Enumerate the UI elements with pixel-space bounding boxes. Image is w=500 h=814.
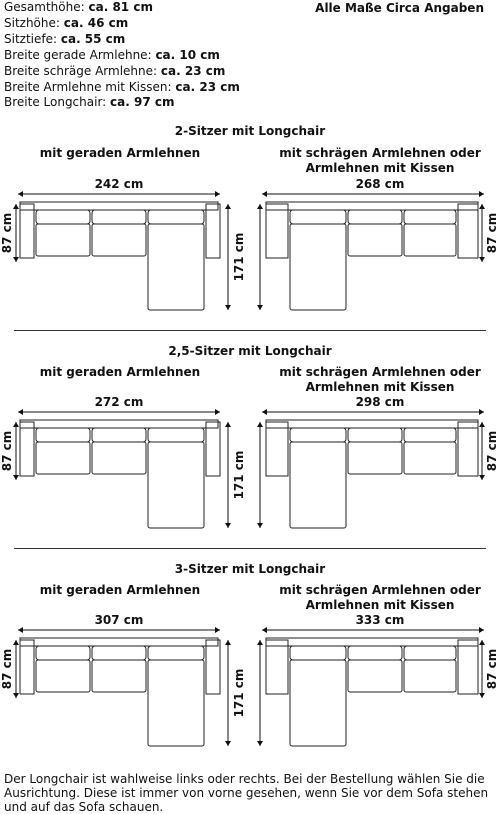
depth-arrow-bottom <box>13 475 19 480</box>
depth-dimension-label: 87 cm <box>0 648 14 690</box>
seat <box>404 442 456 474</box>
back-cushion <box>36 646 90 660</box>
armrest-left <box>266 640 288 694</box>
depth-arrow-bottom <box>13 693 19 698</box>
back-cushion <box>36 428 90 442</box>
spec-value: ca. 55 cm <box>60 31 126 46</box>
seat <box>92 224 146 256</box>
back-cushion <box>290 428 346 442</box>
depth-arrow-top <box>479 640 485 645</box>
armrest-right <box>206 204 220 258</box>
spec-label: Breite Longchair: <box>4 95 107 110</box>
depth-arrow-top <box>13 422 19 427</box>
width-arrow-left <box>18 627 23 633</box>
depth-dimension-label: 87 cm <box>485 648 499 690</box>
armrest-right <box>206 640 220 694</box>
subtitle-straight-armrests: mit geraden Armlehnen <box>39 146 201 160</box>
longchair-arrow-bottom <box>225 523 231 528</box>
spec-seat-height <box>4 16 240 32</box>
spec-label: Breite Armlehne mit Kissen: <box>4 79 172 94</box>
width-dimension-label: 333 cm <box>355 613 405 627</box>
longchair-arrow-top <box>225 204 231 209</box>
seat <box>404 660 456 692</box>
sofa-backrest <box>266 638 478 646</box>
seat <box>348 224 402 256</box>
longchair-seat <box>290 224 346 310</box>
sofa-backrest <box>20 202 218 210</box>
subtitle-sloped-armrests: mit schrägen Armlehnen oder Armlehnen mit Kissen <box>279 146 481 175</box>
sofa-backrest <box>20 638 218 646</box>
spec-label: Sitzhöhe: <box>4 15 60 30</box>
spec-seat-depth <box>4 32 240 48</box>
back-cushion <box>36 210 90 224</box>
depth-arrow-top <box>479 204 485 209</box>
depth-arrow-bottom <box>479 693 485 698</box>
longchair-seat <box>290 442 346 528</box>
seat <box>36 224 90 256</box>
longchair-seat <box>148 442 204 528</box>
width-arrow-left <box>18 409 23 415</box>
armrest-left <box>20 640 34 694</box>
back-cushion <box>92 210 146 224</box>
width-dimension-label: 298 cm <box>355 395 405 409</box>
back-cushion <box>404 210 456 224</box>
section-title: 2,5-Sitzer mit Longchair <box>168 344 332 358</box>
longchair-seat <box>290 660 346 746</box>
spec-value: ca. 97 cm <box>110 95 175 110</box>
spec-value: ca. 23 cm <box>175 79 240 94</box>
section-title: 3-Sitzer mit Longchair <box>174 562 326 576</box>
sofa-backrest <box>20 420 218 428</box>
seat <box>348 660 402 692</box>
spec-list <box>4 0 240 111</box>
depth-arrow-bottom <box>479 257 485 262</box>
back-cushion <box>290 210 346 224</box>
armrest-right <box>458 640 478 694</box>
back-cushion <box>348 210 402 224</box>
depth-dimension-label: 87 cm <box>0 430 14 472</box>
back-cushion <box>290 646 346 660</box>
subtitle-sloped-armrests: mit schrägen Armlehnen oder Armlehnen mit Kissen <box>279 583 481 612</box>
spec-label: Sitztiefe: <box>4 31 58 46</box>
longchair-dimension-label: 171 cm <box>232 232 246 282</box>
longchair-seat <box>148 224 204 310</box>
spec-value: ca. 10 cm <box>155 47 220 62</box>
armrest-left <box>266 204 288 258</box>
back-cushion <box>92 428 146 442</box>
depth-arrow-top <box>479 422 485 427</box>
longchair-arrow-bottom <box>257 523 263 528</box>
back-cushion <box>92 646 146 660</box>
seat <box>404 224 456 256</box>
width-arrow-left <box>262 409 267 415</box>
depth-arrow-bottom <box>13 257 19 262</box>
spec-longchair-width <box>4 95 240 111</box>
width-arrow-right <box>215 191 220 197</box>
footer-note: Der Longchair ist wahlweise links oder rechts. Bei der Bestellung wählen Sie die Ausrichtung. Diese ist immer von vorne gesehen, wenn Sie vor dem Sofa stehen und auf das Sofa schauen. <box>4 772 489 814</box>
depth-arrow-top <box>13 640 19 645</box>
spec-label: Breite gerade Armlehne: <box>4 47 152 62</box>
armrest-left <box>20 422 34 476</box>
longchair-arrow-bottom <box>257 741 263 746</box>
sofa-diagram-row <box>0 390 500 540</box>
longchair-arrow-bottom <box>257 305 263 310</box>
width-arrow-left <box>18 191 23 197</box>
spec-label: Breite schräge Armlehne: <box>4 63 158 78</box>
sofa-backrest <box>266 202 478 210</box>
seat <box>36 660 90 692</box>
longchair-arrow-top <box>257 204 263 209</box>
seat <box>92 442 146 474</box>
depth-arrow-top <box>13 204 19 209</box>
longchair-arrow-top <box>225 640 231 645</box>
depth-dimension-label: 87 cm <box>485 430 499 472</box>
seat <box>348 442 402 474</box>
back-cushion <box>404 428 456 442</box>
longchair-arrow-bottom <box>225 741 231 746</box>
width-arrow-left <box>262 627 267 633</box>
armrest-left <box>20 204 34 258</box>
spec-value: ca. 81 cm <box>88 0 153 14</box>
sofa-diagram-row <box>0 608 500 760</box>
sofa-backrest <box>266 420 478 428</box>
subtitle-straight-armrests: mit geraden Armlehnen <box>39 583 201 597</box>
depth-dimension-label: 87 cm <box>0 212 14 254</box>
approximate-note: Alle Maße Circa Angaben <box>315 1 484 15</box>
width-dimension-label: 242 cm <box>94 177 144 191</box>
spec-sloped-armrest <box>4 64 240 80</box>
armrest-right <box>206 422 220 476</box>
section-divider <box>14 330 486 331</box>
width-arrow-right <box>479 409 484 415</box>
armrest-left <box>266 422 288 476</box>
spec-value: ca. 46 cm <box>63 15 129 30</box>
spec-cushion-armrest <box>4 80 240 96</box>
width-dimension-label: 272 cm <box>94 395 144 409</box>
longchair-arrow-top <box>257 422 263 427</box>
back-cushion <box>148 646 204 660</box>
seat <box>36 442 90 474</box>
section-title: 2-Sitzer mit Longchair <box>174 124 326 138</box>
back-cushion <box>348 428 402 442</box>
back-cushion <box>404 646 456 660</box>
armrest-right <box>458 422 478 476</box>
spec-value: ca. 23 cm <box>160 63 226 78</box>
spec-straight-armrest <box>4 48 240 64</box>
back-cushion <box>348 646 402 660</box>
width-arrow-left <box>262 191 267 197</box>
longchair-dimension-label: 171 cm <box>232 450 246 500</box>
spec-total-height <box>4 0 240 16</box>
width-arrow-right <box>479 191 484 197</box>
longchair-seat <box>148 660 204 746</box>
longchair-dimension-label: 171 cm <box>232 668 246 718</box>
back-cushion <box>148 428 204 442</box>
subtitle-straight-armrests: mit geraden Armlehnen <box>39 365 201 379</box>
depth-arrow-bottom <box>479 475 485 480</box>
subtitle-sloped-armrests: mit schrägen Armlehnen oder Armlehnen mit Kissen <box>279 365 481 394</box>
width-arrow-right <box>215 627 220 633</box>
seat <box>92 660 146 692</box>
longchair-arrow-bottom <box>225 305 231 310</box>
width-dimension-label: 307 cm <box>94 613 144 627</box>
section-divider <box>14 548 486 549</box>
longchair-arrow-top <box>257 640 263 645</box>
back-cushion <box>148 210 204 224</box>
spec-label: Gesamthöhe: <box>4 0 85 14</box>
width-dimension-label: 268 cm <box>355 177 405 191</box>
width-arrow-right <box>215 409 220 415</box>
width-arrow-right <box>479 627 484 633</box>
longchair-arrow-top <box>225 422 231 427</box>
sofa-diagram-row <box>0 172 500 322</box>
depth-dimension-label: 87 cm <box>485 212 499 254</box>
armrest-right <box>458 204 478 258</box>
